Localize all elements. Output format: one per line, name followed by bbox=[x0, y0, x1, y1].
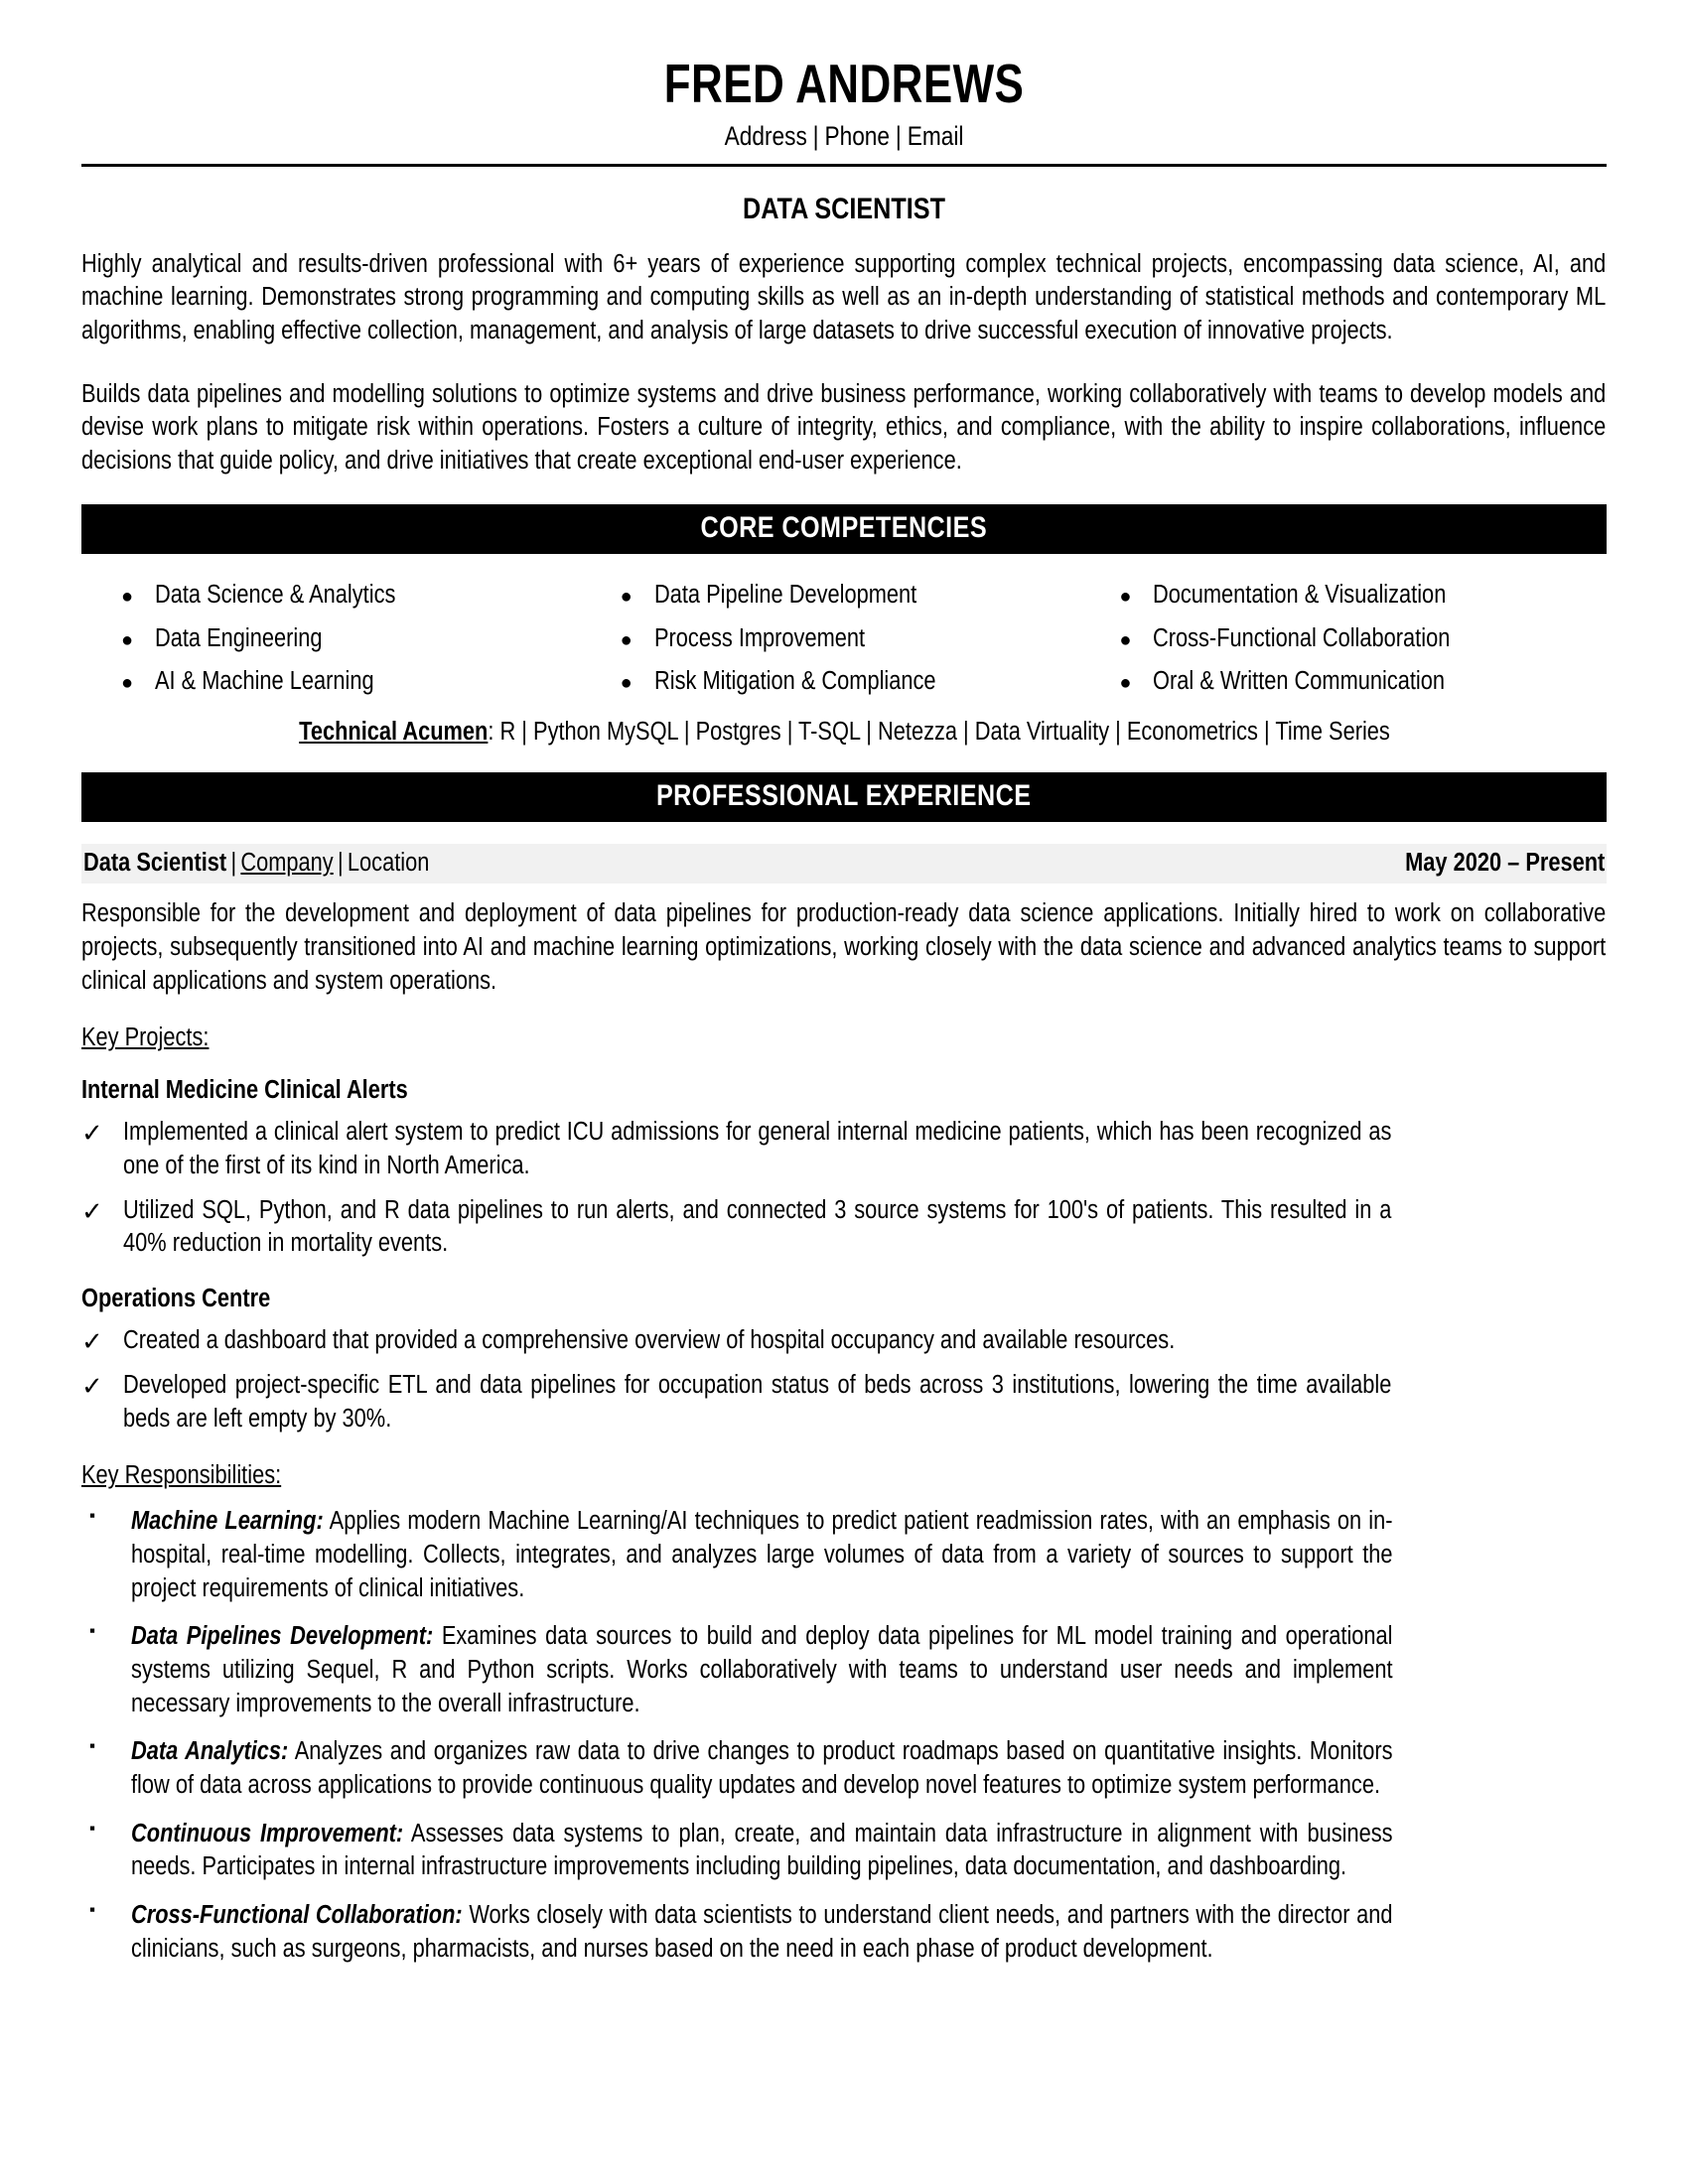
header-divider bbox=[81, 164, 1607, 167]
competency-label: Data Engineering bbox=[155, 623, 323, 652]
competency-label: AI & Machine Learning bbox=[155, 667, 374, 696]
job-separator-1: | bbox=[230, 849, 237, 878]
bullet-dot-icon: ● bbox=[620, 628, 633, 651]
check-icon: ✓ bbox=[81, 1325, 103, 1356]
project-bullet-list bbox=[81, 1324, 1607, 1436]
job-description: Responsible for the development and deployment of data pipelines for production-ready data science applications. Initially hired to work on collaborative projects, subsequently transitioned into AI and machine learning optimizations, working closely with the data science and advanced analytics teams to support clinical applications and system operations. bbox=[81, 899, 1607, 995]
job-header-row bbox=[81, 844, 1607, 884]
square-bullet-icon: ▪ bbox=[89, 1506, 96, 1526]
responsibility-text bbox=[131, 1505, 1393, 1605]
responsibility-list bbox=[81, 1505, 1607, 1966]
responsibility-text bbox=[131, 1818, 1393, 1884]
summary-paragraph-2: Builds data pipelines and modelling solutions to optimize systems and drive business performance, working collaboratively with teams to develop models and devise work plans to mitigate risk within operations. Fosters a culture of integrity, ethics, and compliance, with the ability to inspire collaborations, influence decisions that guide policy, and drive initiatives that create exceptional end-user experience. bbox=[81, 379, 1607, 476]
core-competencies-grid bbox=[81, 574, 1607, 705]
bullet-dot-icon: ● bbox=[620, 585, 633, 608]
responsibility-text bbox=[131, 1620, 1393, 1720]
contact-line bbox=[204, 121, 1484, 152]
bullet-dot-icon: ● bbox=[121, 628, 134, 651]
responsibility-lead: Data Pipelines Development: bbox=[131, 1622, 434, 1651]
competency-item bbox=[1107, 660, 1607, 704]
project-bullet bbox=[81, 1369, 1607, 1435]
project-name-text: Internal Medicine Clinical Alerts bbox=[81, 1076, 408, 1105]
bullet-dot-icon: ● bbox=[121, 672, 134, 695]
competency-label: Data Science & Analytics bbox=[155, 580, 396, 609]
square-bullet-icon: ▪ bbox=[89, 1621, 96, 1641]
competency-label: Data Pipeline Development bbox=[653, 580, 916, 609]
project-bullet-text: Utilized SQL, Python, and R data pipelines to run alerts, and connected 3 source systems for 100's of patients. This resulted in a 40% reduction in mortality events. bbox=[123, 1195, 1392, 1258]
job-title: Data Scientist bbox=[83, 849, 227, 878]
responsibility-lead: Data Analytics: bbox=[131, 1737, 289, 1766]
project-bullet-text: Implemented a clinical alert system to predict ICU admissions for general internal medicine patients, which has been recognized as one of the first of its kind in North America. bbox=[123, 1118, 1392, 1179]
section-header-professional-experience bbox=[81, 772, 1607, 822]
project-bullet bbox=[81, 1116, 1607, 1182]
technical-acumen-line bbox=[81, 718, 1607, 747]
competency-item bbox=[109, 617, 609, 661]
competency-label: Oral & Written Communication bbox=[1153, 667, 1446, 696]
check-icon: ✓ bbox=[81, 1118, 103, 1149]
responsibility-lead: Cross-Functional Collaboration: bbox=[131, 1901, 463, 1930]
responsibility-lead: Machine Learning: bbox=[131, 1507, 324, 1536]
responsibility-body: Assesses data systems to plan, create, and maintain data infrastructure in alignment with business needs. Participates in internal infrastructure improvements including building pipelines, data documentation, and dashboarding. bbox=[131, 1819, 1393, 1881]
competency-label: Documentation & Visualization bbox=[1153, 580, 1447, 609]
job-company: Company bbox=[240, 849, 334, 878]
key-responsibilities-label: Key Responsibilities: bbox=[81, 1461, 282, 1490]
competency-item bbox=[609, 574, 1108, 617]
competency-item bbox=[1107, 617, 1607, 661]
responsibility-item bbox=[81, 1735, 1607, 1802]
contact-separator-2: | bbox=[895, 120, 902, 151]
competency-item bbox=[109, 574, 609, 617]
competency-item bbox=[609, 660, 1108, 704]
bullet-dot-icon: ● bbox=[121, 585, 134, 608]
check-icon: ✓ bbox=[81, 1195, 103, 1226]
section-header-core-competencies bbox=[81, 504, 1607, 554]
responsibility-item bbox=[81, 1899, 1607, 1966]
responsibility-body: Analyzes and organizes raw data to drive changes to product roadmaps based on quantitative insights. Monitors flow of data across applications to provide continuous quality updates and develop novel features to optimize system performance. bbox=[131, 1737, 1393, 1800]
responsibility-text bbox=[131, 1735, 1393, 1802]
technical-acumen-value: : R | Python MySQL | Postgres | T-SQL | Netezza | Data Virtuality | Econometrics | Time Series bbox=[487, 718, 1390, 747]
responsibility-lead: Continuous Improvement: bbox=[131, 1819, 404, 1847]
check-icon: ✓ bbox=[81, 1371, 103, 1402]
project-name-text: Operations Centre bbox=[81, 1284, 271, 1312]
responsibility-item bbox=[81, 1818, 1607, 1884]
section-title-text: PROFESSIONAL EXPERIENCE bbox=[656, 779, 1032, 813]
professional-headline: DATA SCIENTIST bbox=[743, 192, 945, 225]
project-name bbox=[81, 1285, 1607, 1313]
responsibility-body: Applies modern Machine Learning/AI techniques to predict patient readmission rates, with an emphasis on in-hospital, real-time modelling. Collects, integrates, and analyzes large volumes of data from a variety of sources to support the project requirements of clinical initiatives. bbox=[131, 1507, 1393, 1602]
responsibility-body: Examines data sources to build and deploy data pipelines for ML model training and operational systems utilizing Sequel, R and Python scripts. Works collaboratively with teams to understand user needs and implement necessary improvements to the overall infrastructure. bbox=[131, 1622, 1393, 1717]
responsibility-text bbox=[131, 1899, 1393, 1966]
project-bullet-list bbox=[81, 1116, 1607, 1261]
candidate-name: FRED ANDREWS bbox=[663, 53, 1025, 114]
contact-email: Email bbox=[907, 120, 964, 151]
section-title-text: CORE COMPETENCIES bbox=[700, 510, 988, 544]
project-bullet bbox=[81, 1194, 1607, 1261]
responsibility-body: Works closely with data scientists to understand client needs, and partners with the director and clinicians, such as surgeons, pharmacists, and nurses based on the need in each phase of product development. bbox=[131, 1901, 1393, 1963]
project-name bbox=[81, 1076, 1607, 1105]
responsibility-item bbox=[81, 1620, 1607, 1720]
summary-paragraph-1: Highly analytical and results-driven professional with 6+ years of experience supporting complex technical projects, encompassing data science, AI, and machine learning. Demonstrates strong programming and computing skills as well as an in-depth understanding of statistical methods and contemporary ML algorithms, enabling effective collection, management, and analysis of large datasets to drive successful execution of innovative projects. bbox=[81, 249, 1607, 345]
responsibility-item bbox=[81, 1505, 1607, 1605]
technical-acumen-inner bbox=[299, 718, 1390, 747]
key-projects-label: Key Projects: bbox=[81, 1024, 210, 1052]
job-location: Location bbox=[347, 849, 430, 878]
competency-label: Risk Mitigation & Compliance bbox=[653, 667, 936, 696]
competency-label: Process Improvement bbox=[653, 623, 865, 652]
competency-item bbox=[109, 660, 609, 704]
competency-item bbox=[1107, 574, 1607, 617]
contact-phone: Phone bbox=[824, 120, 891, 151]
bullet-dot-icon: ● bbox=[620, 672, 633, 695]
bullet-dot-icon: ● bbox=[1119, 672, 1132, 695]
bullet-dot-icon: ● bbox=[1119, 628, 1132, 651]
job-separator-2: | bbox=[337, 849, 344, 878]
job-dates: May 2020 – Present bbox=[1404, 849, 1605, 878]
bullet-dot-icon: ● bbox=[1119, 585, 1132, 608]
competency-item bbox=[609, 617, 1108, 661]
contact-separator-1: | bbox=[812, 120, 819, 151]
square-bullet-icon: ▪ bbox=[89, 1818, 96, 1838]
project-bullet bbox=[81, 1324, 1607, 1358]
job-identity bbox=[83, 849, 429, 878]
project-bullet-text: Created a dashboard that provided a comprehensive overview of hospital occupancy and available resources. bbox=[123, 1325, 1176, 1354]
square-bullet-icon: ▪ bbox=[89, 1736, 96, 1756]
contact-address: Address bbox=[724, 120, 807, 151]
technical-acumen-label: Technical Acumen bbox=[298, 718, 488, 747]
resume-header bbox=[81, 0, 1607, 167]
square-bullet-icon: ▪ bbox=[89, 1900, 96, 1920]
competency-label: Cross-Functional Collaboration bbox=[1153, 623, 1451, 652]
project-bullet-text: Developed project-specific ETL and data pipelines for occupation status of beds across 3 institutions, lowering the time available beds are left empty by 30%. bbox=[123, 1371, 1392, 1433]
